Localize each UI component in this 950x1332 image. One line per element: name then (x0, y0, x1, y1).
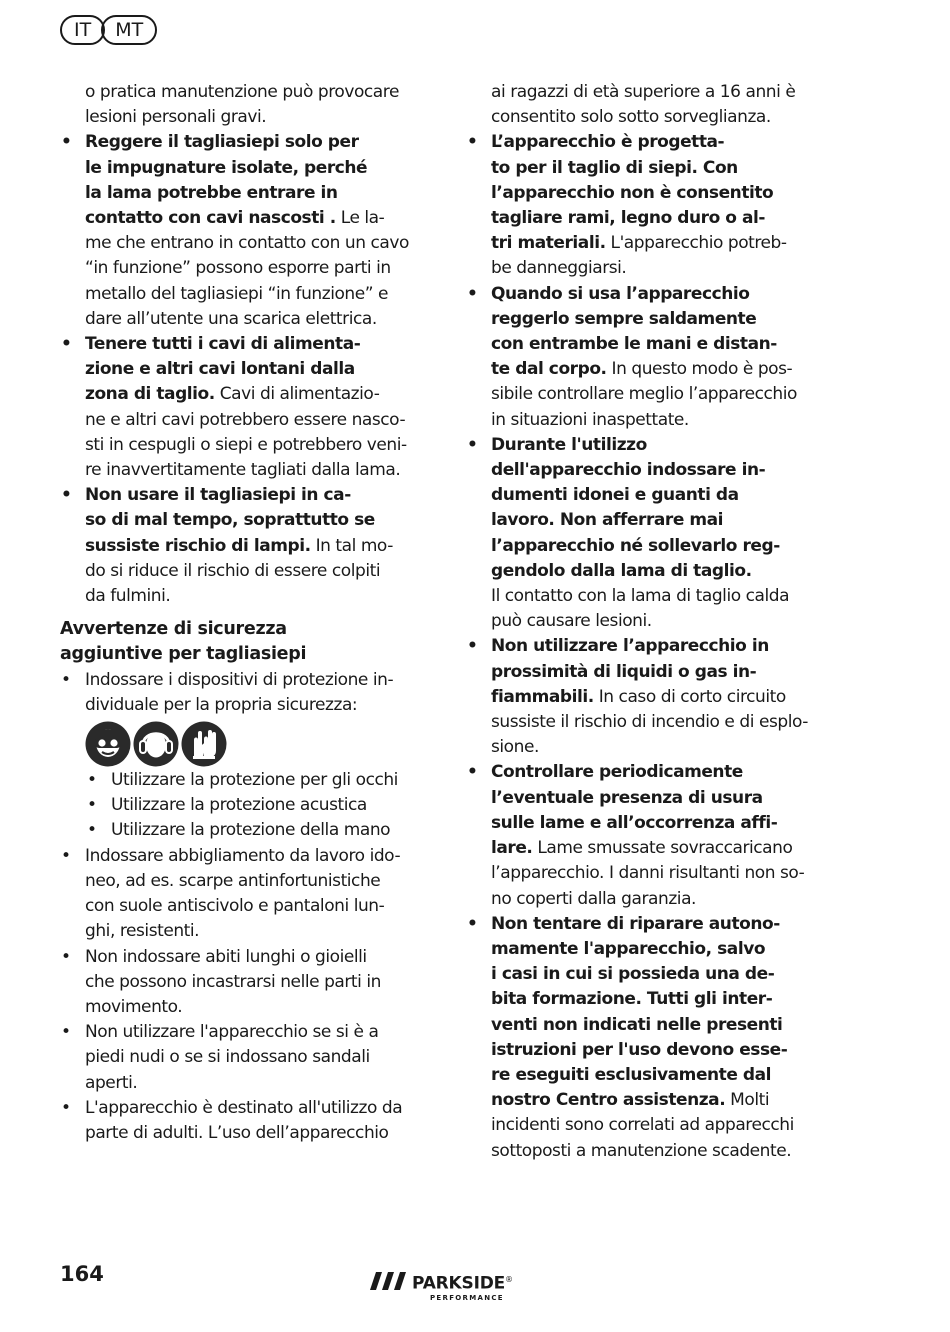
warning-hold-firmly: • Quando si usa l’apparecchio reggerlo sempre saldamente con entrambe le mani e distan- te dal corpo. In questo modo è pos- sibile controllare meglio l’apparecchio in situazioni inaspettate. (466, 282, 838, 433)
left-column (60, 80, 432, 1146)
warning-wear-gloves: • Durante l'utilizzo dell'apparecchio indossare in- dumenti idonei e guanti da lavoro. Non afferrare mai l’apparecchio né sollevarlo reg- gendolo dalla lama di taglio. Il contatto con la lama di taglio calda può causare lesioni. (466, 433, 838, 635)
language-badge-it: IT (60, 15, 105, 45)
brand-subtitle: PERFORMANCE (430, 1294, 504, 1302)
adults-only-item: • L'apparecchio è destinato all'utilizzo da parte di adulti. L’uso dell’apparecchio (60, 1096, 432, 1146)
warning-check-blades: • Controllare periodicamente l’eventuale presenza di usura sulle lame e all’occorrenza affi- lare. Lame smussate sovraccaricano l’apparecchio. I danni risultanti non so- no coperti dalla garanzia. (466, 760, 838, 911)
brand-name: PARKSIDE® (412, 1273, 513, 1294)
language-badges (60, 15, 157, 45)
ppe-instruction: • Indossare i dispositivi di protezione in- dividuale per la propria sicurezza: (60, 668, 432, 718)
no-bare-feet-item: • Non utilizzare l'apparecchio se si è a piedi nudi o se si indossano sandali aperti. (60, 1020, 432, 1096)
ppe-eye-protection: • Utilizzare la protezione per gli occhi (60, 768, 432, 793)
warning-insulated-grips: • Reggere il tagliasiepi solo per le impugnature isolate, perché la lama potrebbe entrare in contatto con cavi nascosti . Le la- me che entrano in contatto con un cavo “in funzione” possono esporre parti in metallo del tagliasiepi “in funzione” e dare all’utente una scarica elettrica. (60, 130, 432, 332)
ppe-icons (60, 721, 432, 767)
ear-protection-icon (133, 721, 179, 767)
parkside-logo (370, 1268, 530, 1308)
protective-gloves-icon (181, 721, 227, 767)
warning-no-self-repair: • Non tentare di riparare autono- mamente l'apparecchio, salvo i casi in cui si possieda una de- bita formazione. Tutti gli inter- venti non indicati nelle presenti istruzioni per l'uso devono esse- re eseguiti esclusivamente dal nostro Centro assistenza. Molti incidenti sono correlati ad apparecchi sottoposti a manutenzione scadente. (466, 912, 838, 1164)
warning-flammable-liquids: • Non utilizzare l’apparecchio in prossimità di liquidi o gas in- fiammabili. In caso di corto circuito sussiste il rischio di incendio e di esplo- sione. (466, 634, 838, 760)
no-loose-clothing-item: • Non indossare abiti lunghi o gioielli che possono incastrarsi nelle parti in movimento. (60, 945, 432, 1021)
warning-keep-cables-away: • Tenere tutti i cavi di alimenta- zione e altri cavi lontani dalla zona di taglio. Cavi di alimentazio- ne e altri cavi potrebbero essere nasco- sti in cespugli o siepi e potrebbero veni- re inavvertitamente tagliati dalla lama. (60, 332, 432, 483)
ppe-hand-protection: • Utilizzare la protezione della mano (60, 818, 432, 843)
work-clothing-item: • Indossare abbigliamento da lavoro ido- neo, ad es. scarpe antinfortunistiche con suole antiscivolo e pantaloni lun- ghi, resistenti. (60, 844, 432, 945)
ppe-hearing-protection: • Utilizzare la protezione acustica (60, 793, 432, 818)
brand-stripes-icon (370, 1272, 406, 1290)
language-badge-mt: MT (101, 15, 157, 45)
warning-intended-use: • L’apparecchio è progetta- to per il taglio di siepi. Con l’apparecchio non è consentito tagliare rami, legno duro o al- tri materiali. L'apparecchio potreb- be danneggiarsi. (466, 130, 838, 281)
section-heading: Avvertenze di sicurezza aggiuntive per tagliasiepi (60, 619, 307, 665)
page-number: 164 (60, 1262, 104, 1286)
continued-text-right: ai ragazzi di età superiore a 16 anni è consentito solo sotto sorveglianza. (491, 82, 796, 128)
continued-text: o pratica manutenzione può provocare lesioni personali gravi. (85, 82, 399, 128)
safety-goggles-icon (85, 721, 131, 767)
right-column (466, 80, 838, 1164)
warning-bad-weather: • Non usare il tagliasiepi in ca- so di mal tempo, soprattutto se sussiste rischio di lampi. In tal mo- do si riduce il rischio di essere colpiti da fulmini. (60, 483, 432, 609)
